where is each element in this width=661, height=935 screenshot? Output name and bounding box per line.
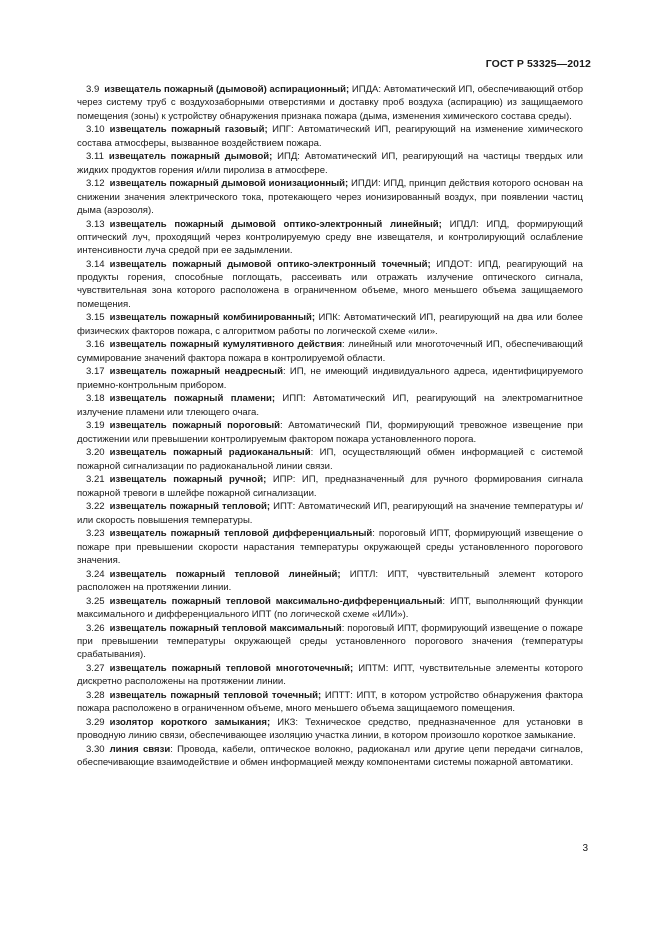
entry-text: : Автоматический ПИ, формирующий тревожное извещение при достижении или превышении контролируемым фактором пожара установленного порога. (77, 420, 584, 445)
entry-text: : линейный или многоточечный ИП, обеспечивающий суммирование значений фактора пожара в контролируемой области. (77, 339, 583, 364)
definition-entry (77, 83, 583, 123)
entry-text: ИПТМ: ИПТ, чувствительные элементы которого дискретно расположены на протяжении линии. (77, 662, 583, 687)
entry-term: извещатель пожарный ручной; (109, 474, 267, 486)
entry-number: 3.27 (86, 662, 105, 674)
definition-entry (77, 311, 583, 338)
entry-term: извещатель пожарный дымовой ионизационный; (109, 178, 349, 190)
entry-text: ИПТТ: ИПТ, в котором устройство обнаружения фактора пожара расположено в ограниченном объеме, много меньшего объема защищаемого помещения. (77, 689, 583, 714)
entry-term: извещатель пожарный кумулятивного действия (109, 339, 343, 351)
entry-number: 3.26 (86, 622, 105, 634)
entry-term: извещатель пожарный тепловой линейный; (109, 568, 341, 580)
entry-term: извещатель пожарный комбинированный; (109, 312, 316, 324)
entry-term: извещатель пожарный дымовой оптико-электронный точечный; (109, 258, 431, 270)
definitions-list (77, 83, 583, 770)
definition-entry (77, 177, 583, 217)
entry-number: 3.19 (86, 420, 105, 432)
definition-entry (77, 123, 583, 150)
entry-term: извещатель пожарный дымовой; (108, 151, 273, 163)
entry-number: 3.24 (86, 568, 105, 580)
definition-entry (77, 716, 583, 743)
entry-number: 3.21 (86, 474, 105, 486)
definition-entry (77, 527, 583, 567)
definition-entry (77, 392, 583, 419)
entry-text: : ИП, не имеющий индивидуального адреса, идентифицируемого приемно-контрольным прибором. (77, 366, 583, 391)
entry-text: ИПДЛ: ИПД, формирующий оптический луч, проходящий через контролируемую среду вне извещателя, и контролирующий ослабление интенсивности луча средой при ее задымлении. (77, 218, 583, 256)
entry-text: ИПТ: Автоматический ИП, реагирующий на значение температуры и/или скорость повышения температуры. (77, 501, 583, 526)
entry-text: : ИПТ, выполняющий функции максимального и дифференциального ИПТ (по логической схеме «ИЛИ»). (77, 595, 584, 620)
definition-entry (77, 662, 583, 689)
entry-term: извещатель пожарный дымовой оптико-электронный линейный; (109, 218, 442, 230)
definition-entry (77, 446, 583, 473)
definition-entry (77, 258, 583, 311)
entry-term: изолятор короткого замыкания; (109, 716, 271, 728)
entry-term: извещатель пожарный пламени; (109, 393, 276, 405)
entry-number: 3.17 (86, 366, 105, 378)
definition-entry (77, 150, 583, 177)
definition-entry (77, 595, 583, 622)
entry-text: ИПДИ: ИПД, принцип действия которого основан на снижении значения электрического тока, протекающего через ионизированный воздух, при появлении частиц дыма (аэрозоля). (77, 178, 583, 216)
entry-number: 3.13 (86, 218, 105, 230)
entry-number: 3.25 (86, 595, 105, 607)
entry-number: 3.16 (86, 339, 105, 351)
definition-entry (77, 365, 583, 392)
entry-term: извещатель пожарный тепловой дифференциальный (109, 528, 373, 540)
definition-entry (77, 218, 583, 258)
page-number: 3 (582, 843, 588, 854)
entry-term: извещатель пожарный тепловой максимальный (109, 622, 342, 634)
definition-entry (77, 500, 583, 527)
definition-entry (77, 473, 583, 500)
entry-text: : пороговый ИПТ, формирующий извещение о пожаре при превышении температуры окружающей среды установленного порогового значения (температуры срабатывания). (77, 622, 583, 660)
entry-text: ИПД: Автоматический ИП, реагирующий на частицы твердых или жидких продуктов горения и/или пиролиза в атмосфере. (77, 151, 583, 176)
entry-text: ИПК: Автоматический ИП, реагирующий на два или более физических факторов пожара, с алгоритмом работы по логической схеме «или». (77, 312, 583, 337)
entry-text: ИПТЛ: ИПТ, чувствительный элемент которого расположен на протяжении линии. (77, 568, 583, 593)
entry-number: 3.15 (86, 312, 105, 324)
definition-entry (77, 419, 583, 446)
entry-term: извещатель пожарный радиоканальный (109, 447, 311, 459)
entry-number: 3.23 (86, 528, 105, 540)
entry-text: ИКЗ: Техническое средство, предназначенное для установки в проводную линию связи, обеспечивающее изоляцию участка линии, в котором произошло короткое замыкание. (77, 716, 583, 741)
entry-number: 3.11 (86, 151, 104, 163)
entry-text: : пороговый ИПТ, формирующий извещение о пожаре при превышении скорости нарастания температуры окружающей среды установленного порогового значения. (77, 528, 583, 566)
entry-text: ИПДОТ: ИПД, реагирующий на продукты горения, способные поглощать, рассеивать или отражать излучение оптического сигнала, чувствительная зона которого расположена в ограниченном объеме, много меньшего объема защищаемого помещения. (77, 258, 583, 310)
definition-entry (77, 689, 583, 716)
entry-number: 3.28 (86, 689, 105, 701)
entry-text: ИПГ: Автоматический ИП, реагирующий на изменение химического состава атмосферы, вызванное воздействием пожара. (77, 124, 583, 149)
entry-term: извещатель пожарный неадресный (109, 366, 283, 378)
entry-number: 3.12 (86, 178, 105, 190)
entry-number: 3.22 (86, 501, 105, 513)
definition-entry (77, 622, 583, 662)
entry-term: извещатель пожарный газовый; (109, 124, 268, 136)
entry-number: 3.29 (86, 716, 105, 728)
entry-number: 3.18 (86, 393, 105, 405)
definition-entry (77, 568, 583, 595)
entry-term: линия связи (109, 743, 171, 755)
entry-term: извещатель пожарный тепловой; (109, 501, 271, 513)
definition-entry (77, 743, 583, 770)
entry-text: ИПП: Автоматический ИП, реагирующий на электромагнитное излучение пламени или тлеющего очага. (77, 393, 583, 418)
entry-number: 3.9 (86, 84, 100, 95)
entry-term: извещатель пожарный пороговый (109, 420, 281, 432)
entry-number: 3.10 (86, 124, 105, 136)
entry-term: извещатель пожарный (дымовой) аспирационный; (104, 84, 350, 95)
entry-term: извещатель пожарный тепловой максимально-дифференциальный (109, 595, 443, 607)
entry-term: извещатель пожарный тепловой многоточечный; (109, 662, 354, 674)
entry-number: 3.14 (86, 258, 105, 270)
definition-entry (77, 338, 583, 365)
entry-term: извещатель пожарный тепловой точечный; (109, 689, 322, 701)
entry-text: : ИП, осуществляющий обмен информацией с системой пожарной сигнализации по радиоканальной линии связи. (77, 447, 583, 472)
entry-text: ИПДА: Автоматический ИП, обеспечивающий отбор через систему труб с воздухозаборными отверстиями и доставку проб воздуха (аспирацию) из защищаемого помещения (зоны) к устройству обнаружения признака пожара (дыма, изменения химического состава среды). (77, 84, 584, 122)
standard-header: ГОСТ Р 53325—2012 (485, 58, 591, 70)
entry-text: : Провода, кабели, оптическое волокно, радиоканал или другие цепи передачи сигналов, обеспечивающие взаимодействие и обмен информацией между компонентами системы пожарной автоматики. (77, 743, 584, 768)
entry-number: 3.30 (86, 743, 105, 755)
entry-number: 3.20 (86, 447, 105, 459)
entry-text: ИПР: ИП, предназначенный для ручного формирования сигнала пожарной тревоги в шлейфе пожарной сигнализации. (77, 474, 583, 499)
